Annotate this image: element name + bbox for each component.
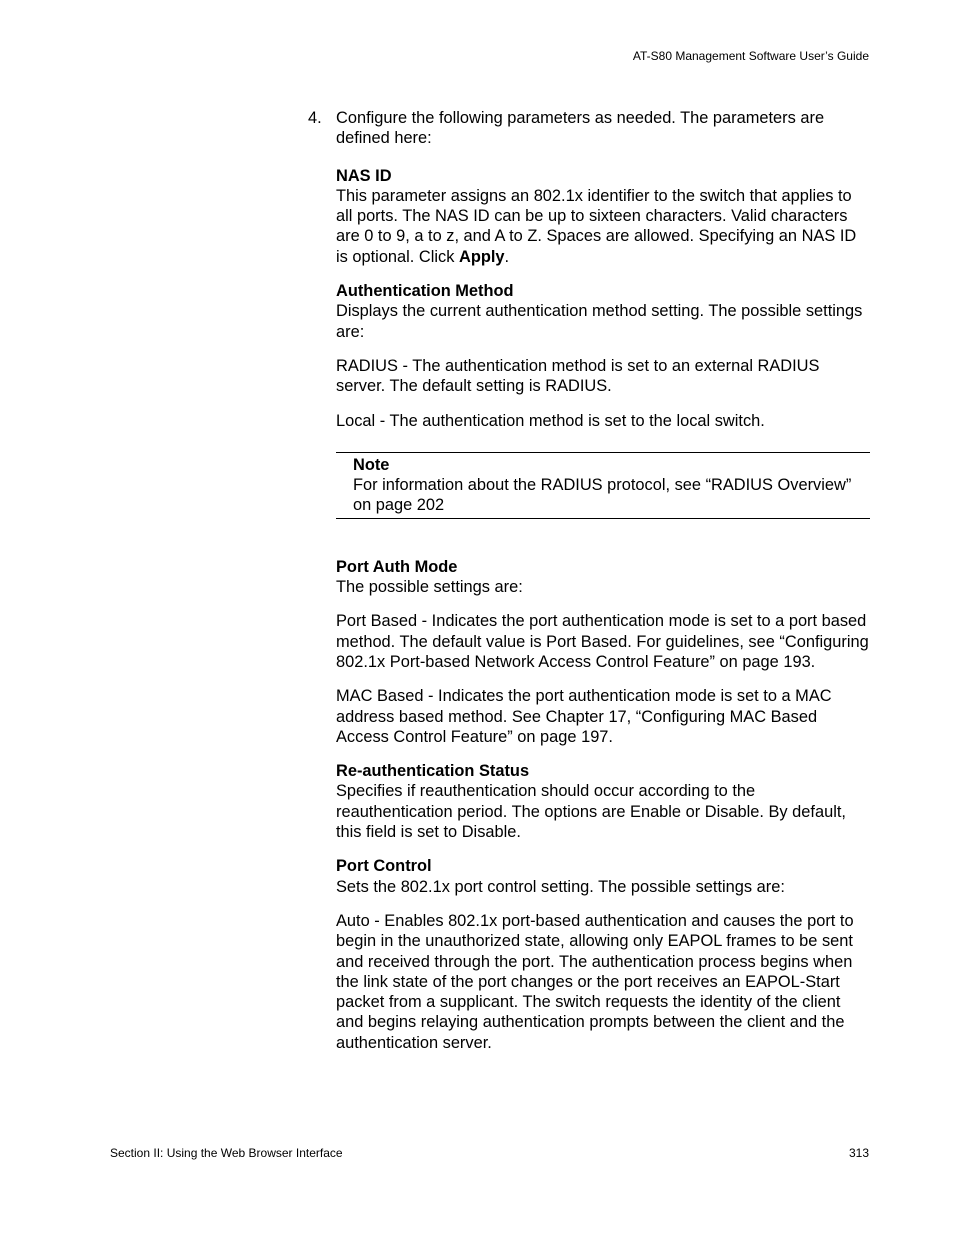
port-auth-option-mac-based: MAC Based - Indicates the port authentication mode is set to a MAC address based method. See Chapter 17, “Configuring MAC Based Access Control Feature” on page 197. <box>336 687 832 746</box>
param-auth-method <box>336 281 870 342</box>
footer-section: Section II: Using the Web Browser Interface <box>110 1146 343 1160</box>
auth-option-radius: RADIUS - The authentication method is set to an external RADIUS server. The default setting is RADIUS. <box>336 356 820 396</box>
param-port-auth-mode-desc: The possible settings are: <box>336 578 523 597</box>
step-text: Configure the following parameters as needed. The parameters are defined here: <box>336 109 825 148</box>
param-auth-method-name: Authentication Method <box>336 282 514 301</box>
note-text: For information about the RADIUS protocol, see “RADIUS Overview” on page 202 <box>353 476 852 515</box>
param-nas-id-desc <box>336 186 870 267</box>
note-box <box>336 452 870 519</box>
step-number: 4. <box>308 109 322 127</box>
param-port-auth-mode-name: Port Auth Mode <box>336 557 458 576</box>
auth-option-local: Local - The authentication method is set to the local switch. <box>336 411 765 430</box>
param-port-auth-mode <box>336 557 870 598</box>
port-control-option-auto: Auto - Enables 802.1x port-based authentication and causes the port to begin in the unauthorized state, allowing only EAPOL frames to be sent and received through the port. The authentication process begins when the link state of the port changes or the port receives an EAPOL-Start packet from a supplicant. The switch requests the identity of the client and begins relaying authentication prompts between the client and the authentication server. <box>336 911 854 1052</box>
param-reauth-status-desc: Specifies if reauthentication should occur according to the reauthentication period. The options are Enable or Disable. By default, this field is set to Disable. <box>336 782 846 842</box>
param-nas-id-name: NAS ID <box>336 166 392 185</box>
nas-id-desc-text: This parameter assigns an 802.1x identifier to the switch that applies to all ports. The NAS ID can be up to sixteen characters. Valid characters are 0 to 9, a to z, and A to Z. Spaces are allowed. Specifying an NAS ID is optional. Click <box>336 186 857 266</box>
param-port-control-name: Port Control <box>336 857 432 876</box>
step-4 <box>308 108 870 149</box>
page-content <box>308 108 870 1067</box>
param-port-control-desc: Sets the 802.1x port control setting. The possible settings are: <box>336 877 785 896</box>
param-port-control <box>336 856 870 897</box>
param-reauth-status <box>336 761 870 842</box>
apply-keyword: Apply <box>458 247 505 266</box>
port-auth-option-port-based: Port Based - Indicates the port authentication mode is set to a port based method. The default value is Port Based. For guidelines, see “Configuring 802.1x Port-based Network Access Control Feature” on page 193. <box>336 612 869 671</box>
note-title: Note <box>353 455 390 474</box>
param-nas-id <box>336 166 870 267</box>
nas-id-desc-end: . <box>504 247 510 266</box>
running-header: AT-S80 Management Software User’s Guide <box>632 49 869 63</box>
param-reauth-status-name: Re-authentication Status <box>336 762 530 781</box>
param-auth-method-desc: Displays the current authentication method setting. The possible settings are: <box>336 302 863 341</box>
page-number: 313 <box>848 1146 869 1160</box>
